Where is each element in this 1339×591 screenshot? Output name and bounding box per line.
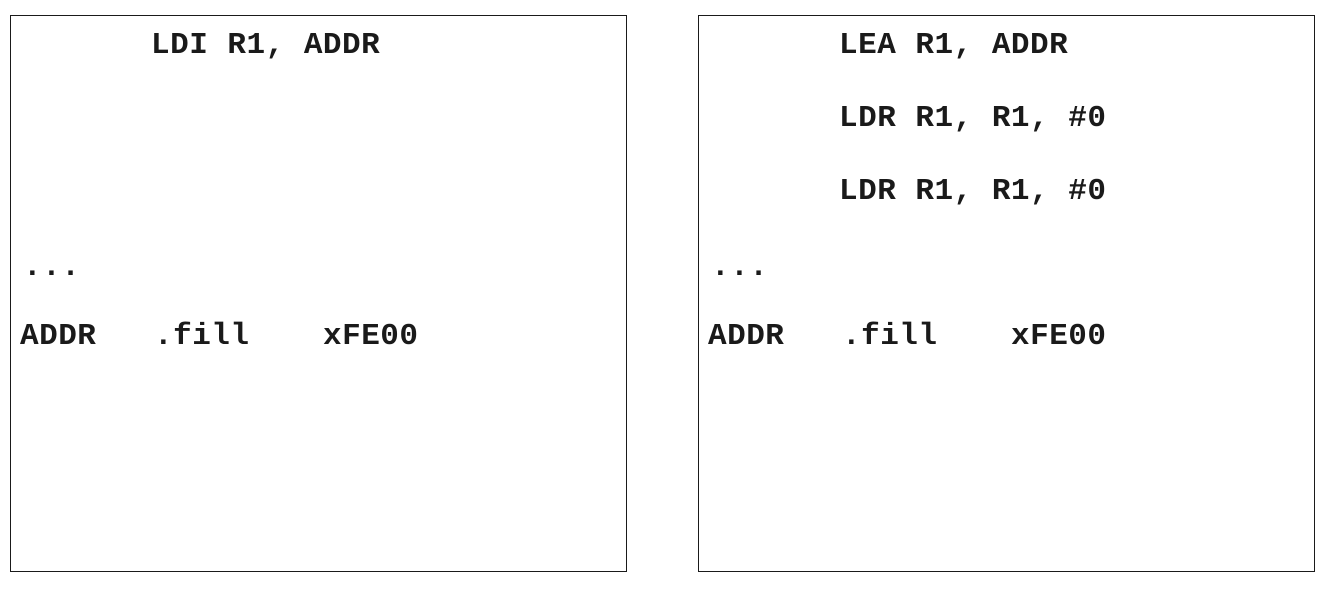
right-code-panel (698, 15, 1315, 572)
fill-directive: .fill (842, 319, 938, 354)
ellipsis: ... (711, 250, 769, 285)
lea-instruction: LEA R1, ADDR (839, 28, 1069, 63)
ldr-instruction-1: LDR R1, R1, #0 (839, 101, 1107, 136)
ellipsis: ... (23, 250, 81, 285)
addr-label: ADDR (708, 319, 785, 354)
fill-directive: .fill (154, 319, 250, 354)
ldr-instruction-2: LDR R1, R1, #0 (839, 174, 1107, 209)
addr-label: ADDR (20, 319, 97, 354)
left-code-panel (10, 15, 627, 572)
fill-value: xFE00 (1011, 319, 1107, 354)
fill-value: xFE00 (323, 319, 419, 354)
ldi-instruction: LDI R1, ADDR (151, 28, 381, 63)
